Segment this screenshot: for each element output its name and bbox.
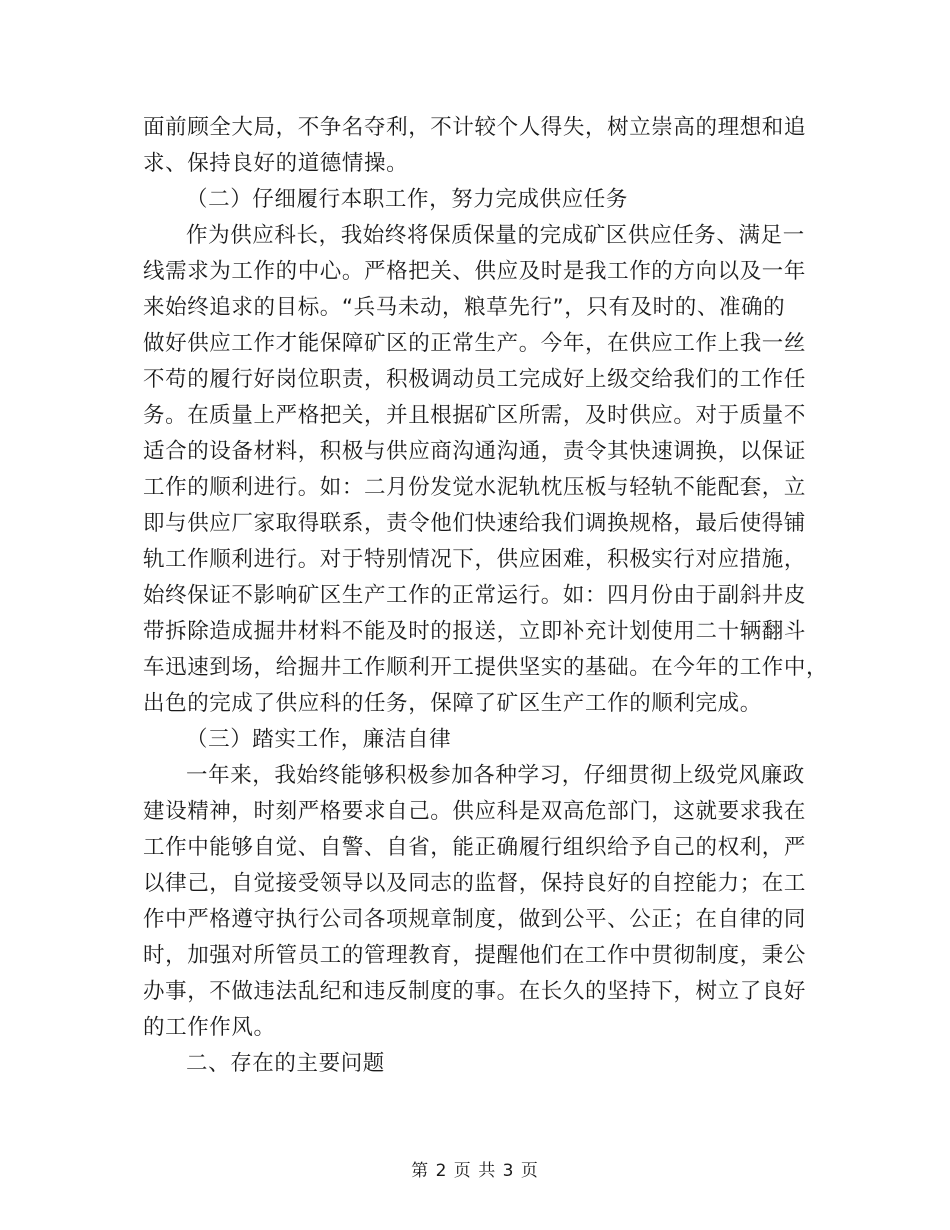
text-line: 即与供应厂家取得联系，责令他们快速给我们调换规格，最后使得铺: [143, 511, 807, 536]
text-line: 工作的顺利进行。如：二月份发觉水泥轨枕压板与轻轨不能配套，立: [143, 475, 807, 500]
section-heading: （二）仔细履行本职工作，努力完成供应任务: [186, 187, 629, 212]
text-line: 不苟的履行好岗位职责，积极调动员工完成好上级交给我们的工作任: [143, 367, 807, 392]
text-line: 工作中能够自觉、自警、自省，能正确履行组织给予自己的权利，严: [143, 835, 807, 860]
text-line: 的工作作风。: [143, 1015, 276, 1040]
text-line: 来始终追求的目标。“兵马未动，粮草先行”，只有及时的、准确的: [143, 295, 786, 320]
text-line: 车迅速到场，给掘井工作顺利开工提供坚实的基础。在今年的工作中，: [143, 655, 829, 680]
text-line: 适合的设备材料，积极与供应商沟通沟通，责令其快速调换，以保证: [143, 439, 807, 464]
text-line: 面前顾全大局，不争名夺利，不计较个人得失，树立崇高的理想和追: [143, 115, 807, 140]
text-line: 时，加强对所管员工的管理教育，提醒他们在工作中贯彻制度，秉公: [143, 943, 807, 968]
text-line: 线需求为工作的中心。严格把关、供应及时是我工作的方向以及一年: [143, 259, 807, 284]
text-line: 始终保证不影响矿区生产工作的正常运行。如：四月份由于副斜井皮: [143, 583, 807, 608]
text-line: 作中严格遵守执行公司各项规章制度，做到公平、公正；在自律的同: [143, 907, 807, 932]
page-number-footer: 第 2 页 共 3 页: [411, 1161, 539, 1181]
section-heading: 二、存在的主要问题: [186, 1051, 385, 1076]
text-line: 出色的完成了供应科的任务，保障了矿区生产工作的顺利完成。: [143, 691, 762, 716]
text-line: 轨工作顺利进行。对于特别情况下，供应困难，积极实行对应措施，: [143, 547, 807, 572]
text-line: 做好供应工作才能保障矿区的正常生产。今年，在供应工作上我一丝: [143, 331, 807, 356]
text-line: 一年来，我始终能够积极参加各种学习，仔细贯彻上级党风廉政: [186, 763, 805, 788]
text-line: 作为供应科长，我始终将保质保量的完成矿区供应任务、满足一: [186, 223, 805, 248]
text-line: 带拆除造成掘井材料不能及时的报送，立即补充计划使用二十辆翻斗: [143, 619, 807, 644]
section-heading: （三）踏实工作，廉洁自律: [186, 727, 452, 752]
text-line: 求、保持良好的道德情操。: [143, 151, 409, 176]
text-line: 以律己，自觉接受领导以及同志的监督，保持良好的自控能力；在工: [143, 871, 807, 896]
text-line: 建设精神，时刻严格要求自己。供应科是双高危部门，这就要求我在: [143, 799, 807, 824]
text-line: 务。在质量上严格把关，并且根据矿区所需，及时供应。对于质量不: [143, 403, 807, 428]
text-line: 办事，不做违法乱纪和违反制度的事。在长久的坚持下，树立了良好: [143, 979, 807, 1004]
